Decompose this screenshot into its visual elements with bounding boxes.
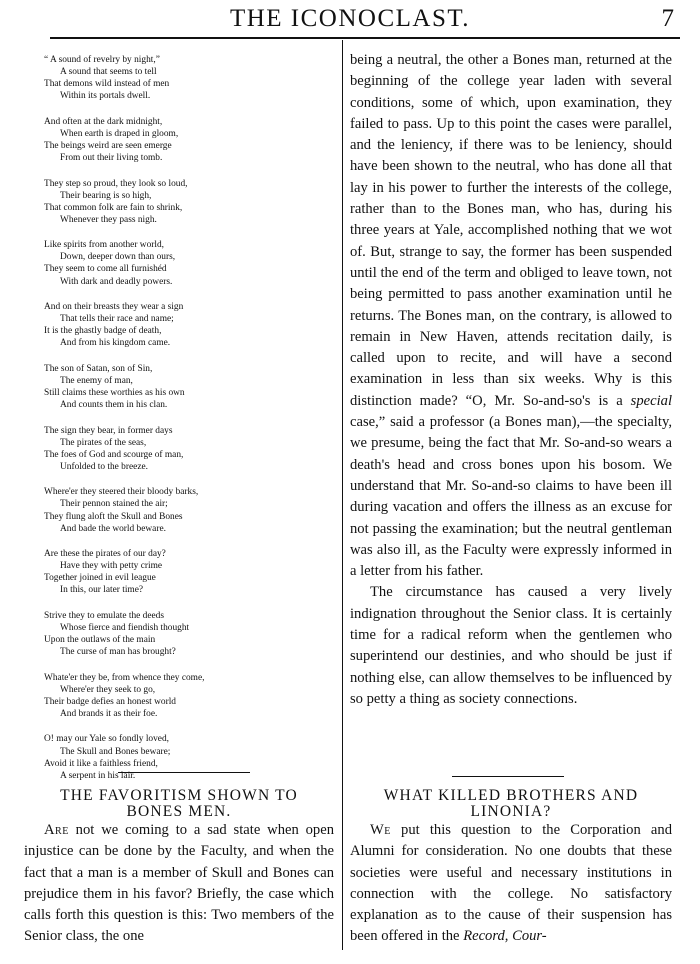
poem-line: Their bearing is so high, [60,190,152,201]
favoritism-lead-word: Are [44,822,69,838]
poem-line: And counts them in his clan. [60,400,168,411]
poem-stanza [44,610,334,658]
poem-line: Unfolded to the breeze. [60,461,148,472]
column-divider [342,40,343,950]
poem-stanza [44,239,334,287]
poem-line: They seem to come all furnishéd [44,264,167,275]
poem-line: Their badge defies an honest world [44,696,176,707]
poem-stanza [44,363,334,411]
poem [44,54,334,795]
poem-line: Still claims these worthies as his own [44,388,185,399]
poem-line: The son of Satan, son of Sin, [44,363,153,374]
favoritism-heading-line1: THE FAVORITISM SHOWN TO [60,787,298,804]
poem-line: Strive they to emulate the deeds [44,610,165,621]
poem-line: Together joined in evil league [44,573,156,584]
poem-line: Are these the pirates of our day? [44,549,166,560]
poem-line: From out their living tomb. [60,153,163,164]
poem-line: With dark and deadly powers. [60,276,173,287]
poem-line: Whose fierce and fiendish thought [60,622,190,633]
page-number: 7 [661,5,674,32]
journal-title: THE ICONOCLAST. [229,5,471,32]
poem-line: It is the ghastly badge of death, [44,326,162,337]
poem-line: The pirates of the seas, [60,437,147,448]
favoritism-heading-line2: BONES MEN. [126,802,232,820]
page-header [0,0,700,38]
favoritism-heading [24,788,334,819]
poem-line: The sign they bear, in former days [44,425,173,436]
poem-line: A serpent in his lair. [60,770,136,781]
poem-line: They step so proud, they look so loud, [44,178,188,189]
continuation-italic-word: special [630,392,672,409]
poem-line: That tells their race and name; [60,314,174,325]
poem-line: They flung aloft the Skull and Bones [44,511,183,522]
linonia-heading-line2: LINONIA? [470,802,552,820]
poem-line: And bade the world beware. [60,523,166,534]
header-rule [50,37,680,39]
linonia-text: put this question to the Corporation and Alumni for consideration. No one doubts that these societies were useful and necessary institutions in connection with the college. No satisfactory explanation as to the cause of their suspension has been offered in the [350,822,672,945]
linonia-lead-word: We [370,822,391,838]
linonia-heading-line1: WHAT KILLED BROTHERS AND [383,787,639,804]
poem-line: Have they with petty crime [60,561,163,572]
poem-line: When earth is draped in gloom, [60,128,179,139]
poem-line: Upon the outlaws of the main [44,635,156,646]
poem-line: That demons wild instead of men [44,79,170,90]
poem-line: The beings weird are seen emerge [44,140,172,151]
poem-stanza [44,548,334,596]
poem-line: Where'er they steered their bloody barks, [44,487,199,498]
poem-line: That common folk are fain to shrink, [44,202,183,213]
poem-line: And from his kingdom came. [60,338,171,349]
poem-line: The enemy of man, [60,375,133,386]
continuation-paragraph-2: The circumstance has caused a very lively indignation throughout the Senior class. It is certainly time for a radical reform when the gentlemen who superintend our destinies, and who should be just if nothing else, can allow themselves to be influenced by so petty a thing as society connections. [350,584,672,707]
poem-line: Like spirits from another world, [44,240,165,251]
favoritism-continuation [350,50,672,710]
poem-line: Within its portals dwell. [60,91,151,102]
linonia-article-body [350,820,672,948]
section-rule-right [452,776,564,777]
poem-line: Their pennon stained the air; [60,499,168,510]
poem-line: A sound that seems to tell [60,67,157,78]
linonia-italic-text: Record, Cour- [463,928,547,945]
poem-line: The Skull and Bones beware; [60,746,171,757]
favoritism-article-body [24,820,334,948]
poem-stanza [44,116,334,164]
section-rule-left [118,772,250,773]
poem-stanza [44,672,334,720]
poem-line: Where'er they seek to go, [60,684,156,695]
poem-line: The foes of God and scourge of man, [44,449,184,460]
continuation-paragraph-1: being a neutral, the other a Bones man, returned at the beginning of the college year laden with several conditions, some of which, upon examination, they failed to pass. Up to this point the cases were parallel, and the leniency, if there was to be leniency, should have been shown to the neutral, who has done all that lay in his power to further the interests of the college, rather than to the Bones man, who has, during his three years at Yale, accomplished nothing that we wot of. But, strange to say, the former has been suspended until the end of the term and obliged to leave town, not being permitted to pass another examination until he returns. The Bones man, on the contrary, is allowed to remain in New Haven, attends recitation daily, is called upon to recite, and will have a second examination in less than six weeks. Why is this distinction made? “O, Mr. So-and-so's is a [350,52,672,409]
poem-line: And brands it as their foe. [60,708,158,719]
poem-line: Whenever they pass nigh. [60,214,157,225]
poem-line: O! may our Yale so fondly loved, [44,734,169,745]
favoritism-text: not we coming to a sad state when open injustice can be done by the Faculty, and when the fact that a man is a member of Skull and Bones can prejudice them in his favor? Briefly, the case which calls forth this question is this: Two members of the Senior class, the one [24,822,334,945]
poem-stanza [44,486,334,534]
poem-line: Down, deeper down than ours, [60,252,176,263]
poem-stanza [44,54,334,102]
poem-line: “ A sound of revelry by night,” [44,55,160,65]
linonia-heading [350,788,672,819]
poem-line: The curse of man has brought? [60,647,176,658]
poem-stanza [44,178,334,226]
continuation-paragraph-1-end: case,” said a professor (a Bones man),—the specialty, we presume, being the fact that Mr. So-and-so wears a death's head and cross bones upon his bosom. We understand that Mr. So-and-so claims to have been ill during vacation and offers the illness as an excuse for not passing the examination; but the neutral gentleman was also ill, as the Faculty were expressly informed in a letter from his father. [350,414,672,580]
poem-line: Whate'er they be, from whence they come, [44,672,205,683]
poem-stanza [44,733,334,781]
poem-line: In this, our later time? [60,585,144,596]
poem-line: Avoid it like a faithless friend, [44,758,158,769]
poem-line: And on their breasts they wear a sign [44,302,184,313]
poem-stanza [44,301,334,349]
poem-line: And often at the dark midnight, [44,116,163,127]
poem-stanza [44,425,334,473]
